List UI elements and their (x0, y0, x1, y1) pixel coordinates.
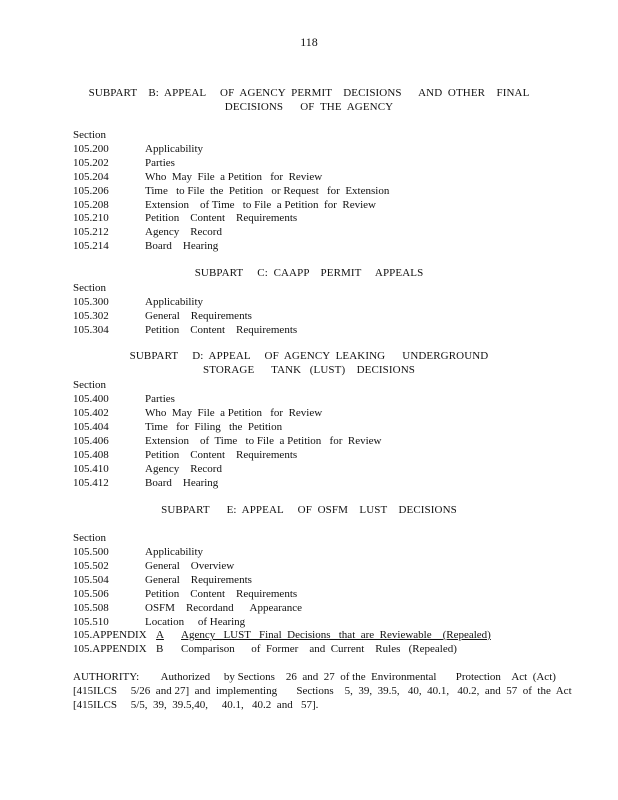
subpart-c-section-label: Section (73, 282, 106, 294)
section-number: 105.200 (73, 143, 109, 155)
section-title: Petition Content Requirements (145, 212, 298, 224)
section-title: General Overview (145, 560, 235, 572)
subpart-e-heading: SUBPART E: APPEAL OF OSFM LUST DECISIONS (161, 504, 457, 516)
section-number: 105.500 (73, 546, 109, 558)
appendix-title: Comparison of Former and Current Rules (Repealed) (181, 643, 457, 655)
subpart-d-section-label: Section (73, 379, 106, 391)
page-number: 118 (300, 35, 318, 49)
authority-line2: [415ILCS 5/26 and 27] and implementing Sections 5, 39, 39.5, 40, 40.1, 40.2, and 57 of the Act (73, 685, 572, 697)
section-number: 105.510 (73, 616, 109, 628)
subpart-d-heading-line2: STORAGE TANK (LUST) DECISIONS (203, 364, 415, 376)
section-title: OSFM Recordand Appearance (145, 602, 303, 614)
section-number: 105.302 (73, 310, 109, 322)
subpart-b-section-label: Section (73, 129, 106, 141)
section-number: 105.212 (73, 226, 109, 238)
section-number: 105.210 (73, 212, 109, 224)
appendix-letter: B (156, 643, 164, 655)
section-title: Parties (145, 157, 175, 169)
subpart-c-heading: SUBPART C: CAAPP PERMIT APPEALS (194, 267, 424, 279)
section-title: Board Hearing (145, 240, 219, 252)
section-number: 105.214 (73, 240, 109, 252)
appendix-letter: A (156, 629, 164, 641)
section-title: Time for Filing the Petition (145, 421, 283, 433)
section-number: 105.410 (73, 463, 109, 475)
section-number: 105.502 (73, 560, 109, 572)
section-title: Applicability (145, 546, 204, 558)
section-title: Parties (145, 393, 175, 405)
section-number: 105.504 (73, 574, 109, 586)
section-title: General Requirements (145, 574, 252, 586)
subpart-b-heading-line1: SUBPART B: APPEAL OF AGENCY PERMIT DECISIONS AND OTHER FINAL (88, 87, 530, 99)
section-title: Location of Hearing (145, 616, 246, 628)
subpart-d-heading-line1: SUBPART D: APPEAL OF AGENCY LEAKING UNDERGROUND (129, 350, 489, 362)
subpart-b-heading-line2: DECISIONS OF THE AGENCY (224, 101, 394, 113)
section-title: Petition Content Requirements (145, 324, 298, 336)
authority-line1: AUTHORITY: Authorized by Sections 26 and 27 of the Environmental Protection Act (Act) (73, 671, 556, 683)
section-number: 105.206 (73, 185, 109, 197)
section-title: Agency Record (145, 226, 222, 238)
section-title: Petition Content Requirements (145, 588, 298, 600)
section-title: General Requirements (145, 310, 252, 322)
section-number: 105.400 (73, 393, 109, 405)
authority-line3: [415ILCS 5/5, 39, 39.5,40, 40.1, 40.2 and 57]. (73, 699, 319, 711)
section-number: 105.506 (73, 588, 109, 600)
section-title: Board Hearing (145, 477, 219, 489)
section-title: Who May File a Petition for Review (145, 171, 323, 183)
section-number: 105.204 (73, 171, 109, 183)
section-number: 105.304 (73, 324, 109, 336)
section-number: 105.208 (73, 199, 109, 211)
section-title: Agency Record (145, 463, 222, 475)
subpart-e-section-label: Section (73, 532, 106, 544)
section-title: Time to File the Petition or Request for Extension (145, 185, 390, 197)
section-title: Extension of Time to File a Petition for Review (145, 435, 382, 447)
section-number: 105.202 (73, 157, 109, 169)
section-number: 105.404 (73, 421, 109, 433)
section-title: Applicability (145, 143, 204, 155)
section-title: Applicability (145, 296, 204, 308)
section-title: Extension of Time to File a Petition for Review (145, 199, 376, 211)
appendix-title: Agency LUST Final Decisions that are Reviewable (Repealed) (181, 629, 491, 641)
section-number: 105.508 (73, 602, 109, 614)
section-number: 105.300 (73, 296, 109, 308)
section-number: 105.408 (73, 449, 109, 461)
section-number: 105.412 (73, 477, 109, 489)
section-number: 105.406 (73, 435, 109, 447)
appendix-number: 105.APPENDIX (73, 643, 147, 655)
appendix-number: 105.APPENDIX (73, 629, 147, 641)
section-title: Who May File a Petition for Review (145, 407, 323, 419)
section-title: Petition Content Requirements (145, 449, 298, 461)
section-number: 105.402 (73, 407, 109, 419)
